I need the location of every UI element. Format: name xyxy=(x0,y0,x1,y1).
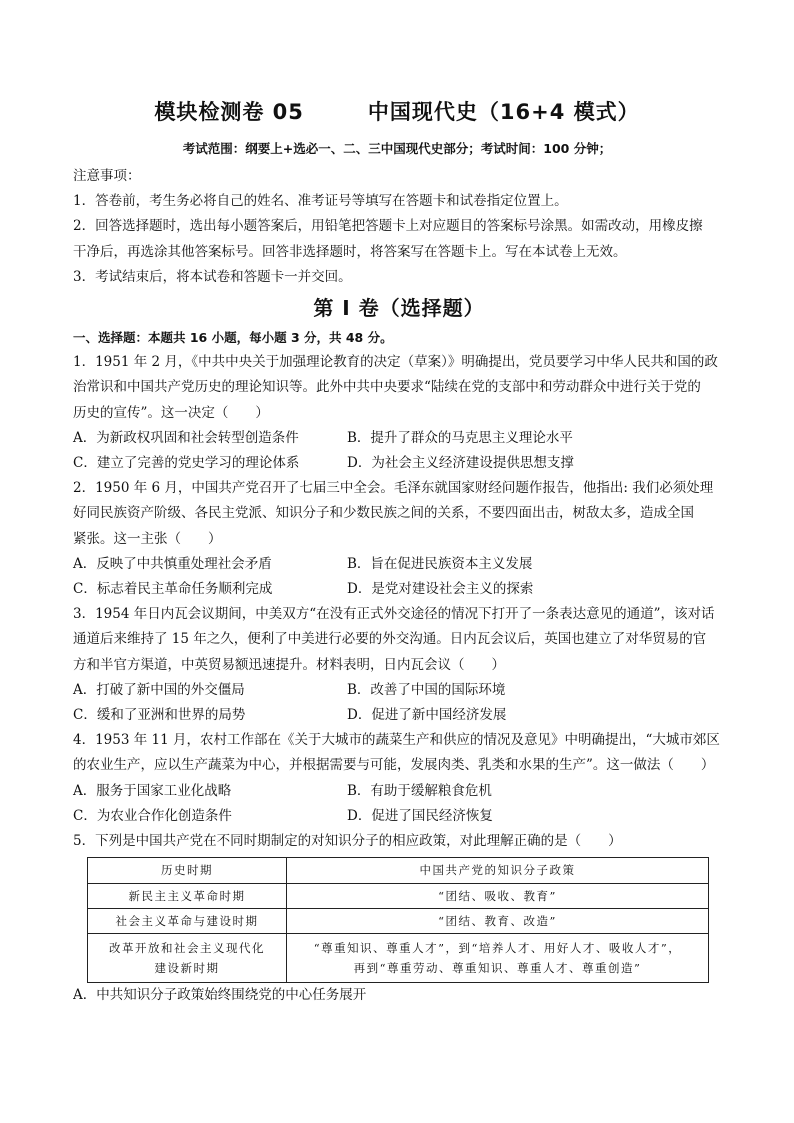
notes-heading: 注意事项： xyxy=(73,168,141,184)
question-stem-line: 1．1951 年 2 月，《中共中央关于加强理论教育的决定（草案）》明确提出，党员要学习中华人民共和国的政 xyxy=(73,354,718,371)
title-left: 模块检测卷 05 xyxy=(154,100,304,124)
policy-table xyxy=(87,857,709,983)
table-cell-policy: “团结、教育、改造” xyxy=(287,909,709,934)
cell-line: 建设新时期 xyxy=(154,961,220,976)
option-row xyxy=(73,426,725,451)
notes-item: 干净后，再选涂其他答案标号。回答非选择题时，将答案写在答题卡上。写在本试卷上无效。 xyxy=(73,243,627,260)
option-a: A．为新政权巩固和社会转型创造条件 xyxy=(73,429,299,446)
cell-line: “尊重知识、尊重人才”，到“培养人才、用好人才、吸收人才”， xyxy=(313,941,682,956)
question-stem-line: 3．1954 年日内瓦会议期间，中美双方“在没有正式外交途径的情况下打开了一条表达意见的通道”，该对话 xyxy=(73,606,715,623)
option-b: B．旨在促进民族资本主义发展 xyxy=(347,555,533,572)
question-stem-line: 的农业生产，应以生产蔬菜为中心，并根据需要与可能，发展肉类、乳类和水果的生产”。这一做法（ ） xyxy=(73,757,715,774)
question-1 xyxy=(73,350,725,476)
table-row xyxy=(88,909,709,934)
question-stem-line: 方和半官方渠道，中英贸易额迅速提升。材料表明，日内瓦会议（ ） xyxy=(73,656,505,673)
question-stem-line: 历史的宣传”。这一决定（ ） xyxy=(73,404,269,421)
option-row xyxy=(73,804,725,829)
option-b: B．有助于缓解粮食危机 xyxy=(347,782,492,799)
option-a: A．反映了中共慎重处理社会矛盾 xyxy=(73,555,272,572)
table-header-cell: 历史时期 xyxy=(88,858,287,884)
exam-body xyxy=(73,164,725,1009)
option-row xyxy=(73,451,725,476)
option-c: C．建立了完善的党史学习的理论体系 xyxy=(73,455,300,472)
table-header-cell: 中国共产党的知识分子政策 xyxy=(287,858,709,884)
option-a: A．打破了新中国的外交僵局 xyxy=(73,681,245,698)
question-3 xyxy=(73,602,725,728)
option-a: A．服务于国家工业化战略 xyxy=(73,782,232,799)
table-header-row xyxy=(88,858,709,884)
option-c: C．缓和了亚洲和世界的局势 xyxy=(73,707,246,724)
notes-item: 3．考试结束后，将本试卷和答题卡一并交回。 xyxy=(73,268,352,285)
table-cell-period xyxy=(88,934,287,983)
question-stem-line: 2．1950 年 6 月，中国共产党召开了七届三中全会。毛泽东就国家财经问题作报告，他指出: 我们必须处理 xyxy=(73,480,714,497)
option-d: D．为社会主义经济建设提供思想支撑 xyxy=(347,455,574,472)
exam-scope: 考试范围：纲要上+选必一、二、三中国现代史部分；考试时间：100 分钟； xyxy=(182,141,612,156)
option-b: B．提升了群众的马克思主义理论水平 xyxy=(347,429,573,446)
option-d: D．促进了新中国经济发展 xyxy=(347,707,507,724)
question-2 xyxy=(73,476,725,602)
option-row xyxy=(73,678,725,703)
table-cell-policy: “团结、吸收、教育” xyxy=(287,884,709,909)
cell-line: 再到“尊重劳动、尊重知识、尊重人才、尊重创造” xyxy=(353,961,642,976)
part-heading: 一、选择题：本题共 16 小题，每小题 3 分，共 48 分。 xyxy=(73,330,393,346)
question-stem-line: 好同民族资产阶级、各民主党派、知识分子和少数民族之间的关系，不要四面出击，树敌太多，造成全国 xyxy=(73,505,694,522)
option-row xyxy=(73,552,725,577)
option-row xyxy=(73,779,725,804)
notes-item: 1．答卷前，考生务必将自己的姓名、准考证号等填写在答题卡和试卷指定位置上。 xyxy=(73,193,568,210)
question-5 xyxy=(73,829,725,1009)
question-stem-line: 通道后来维持了 15 年之久，便利了中美进行必要的外交沟通。日内瓦会议后，英国也建立了对华贸易的官 xyxy=(73,631,707,648)
table-cell-period: 社会主义革命与建设时期 xyxy=(88,909,287,934)
option-d: D．促进了国民经济恢复 xyxy=(347,807,493,824)
option-row xyxy=(73,577,725,602)
table-row xyxy=(88,934,709,983)
question-stem-line: 5．下列是中国共产党在不同时期制定的对知识分子的相应政策，对此理解正确的是（ ） xyxy=(73,833,622,850)
option-d: D．是党对建设社会主义的探索 xyxy=(347,581,534,598)
option-a: A．中共知识分子政策始终围绕党的中心任务展开 xyxy=(73,987,367,1004)
table-cell-period: 新民主主义革命时期 xyxy=(88,884,287,909)
question-stem-line: 4．1953 年 11 月，农村工作部在《关于大城市的蔬菜生产和供应的情况及意见》中明确提出，“大城市郊区 xyxy=(73,732,720,749)
section-title: 第 I 卷（选择题） xyxy=(313,296,485,321)
cell-line: 改革开放和社会主义现代化 xyxy=(109,941,265,956)
option-row xyxy=(73,703,725,728)
title-right: 中国现代史（16+4 模式） xyxy=(367,100,640,124)
question-stem-line: 治常识和中国共产党历史的理论知识等。此外中共中央要求“陆续在党的支部中和劳动群众中进行关于党的 xyxy=(73,379,701,396)
option-c: C．标志着民主革命任务顺利完成 xyxy=(73,581,273,598)
notes-item: 2．回答选择题时，选出每小题答案后，用铅笔把答题卡上对应题目的答案标号涂黑。如需改动，用橡皮擦 xyxy=(73,218,703,235)
exam-title xyxy=(0,96,794,126)
table-cell-policy xyxy=(287,934,709,983)
question-4 xyxy=(73,728,725,829)
option-c: C．为农业合作化创造条件 xyxy=(73,807,232,824)
table-row xyxy=(88,884,709,909)
question-stem-line: 紧张。这一主张（ ） xyxy=(73,530,222,547)
option-b: B．改善了中国的国际环境 xyxy=(347,681,506,698)
